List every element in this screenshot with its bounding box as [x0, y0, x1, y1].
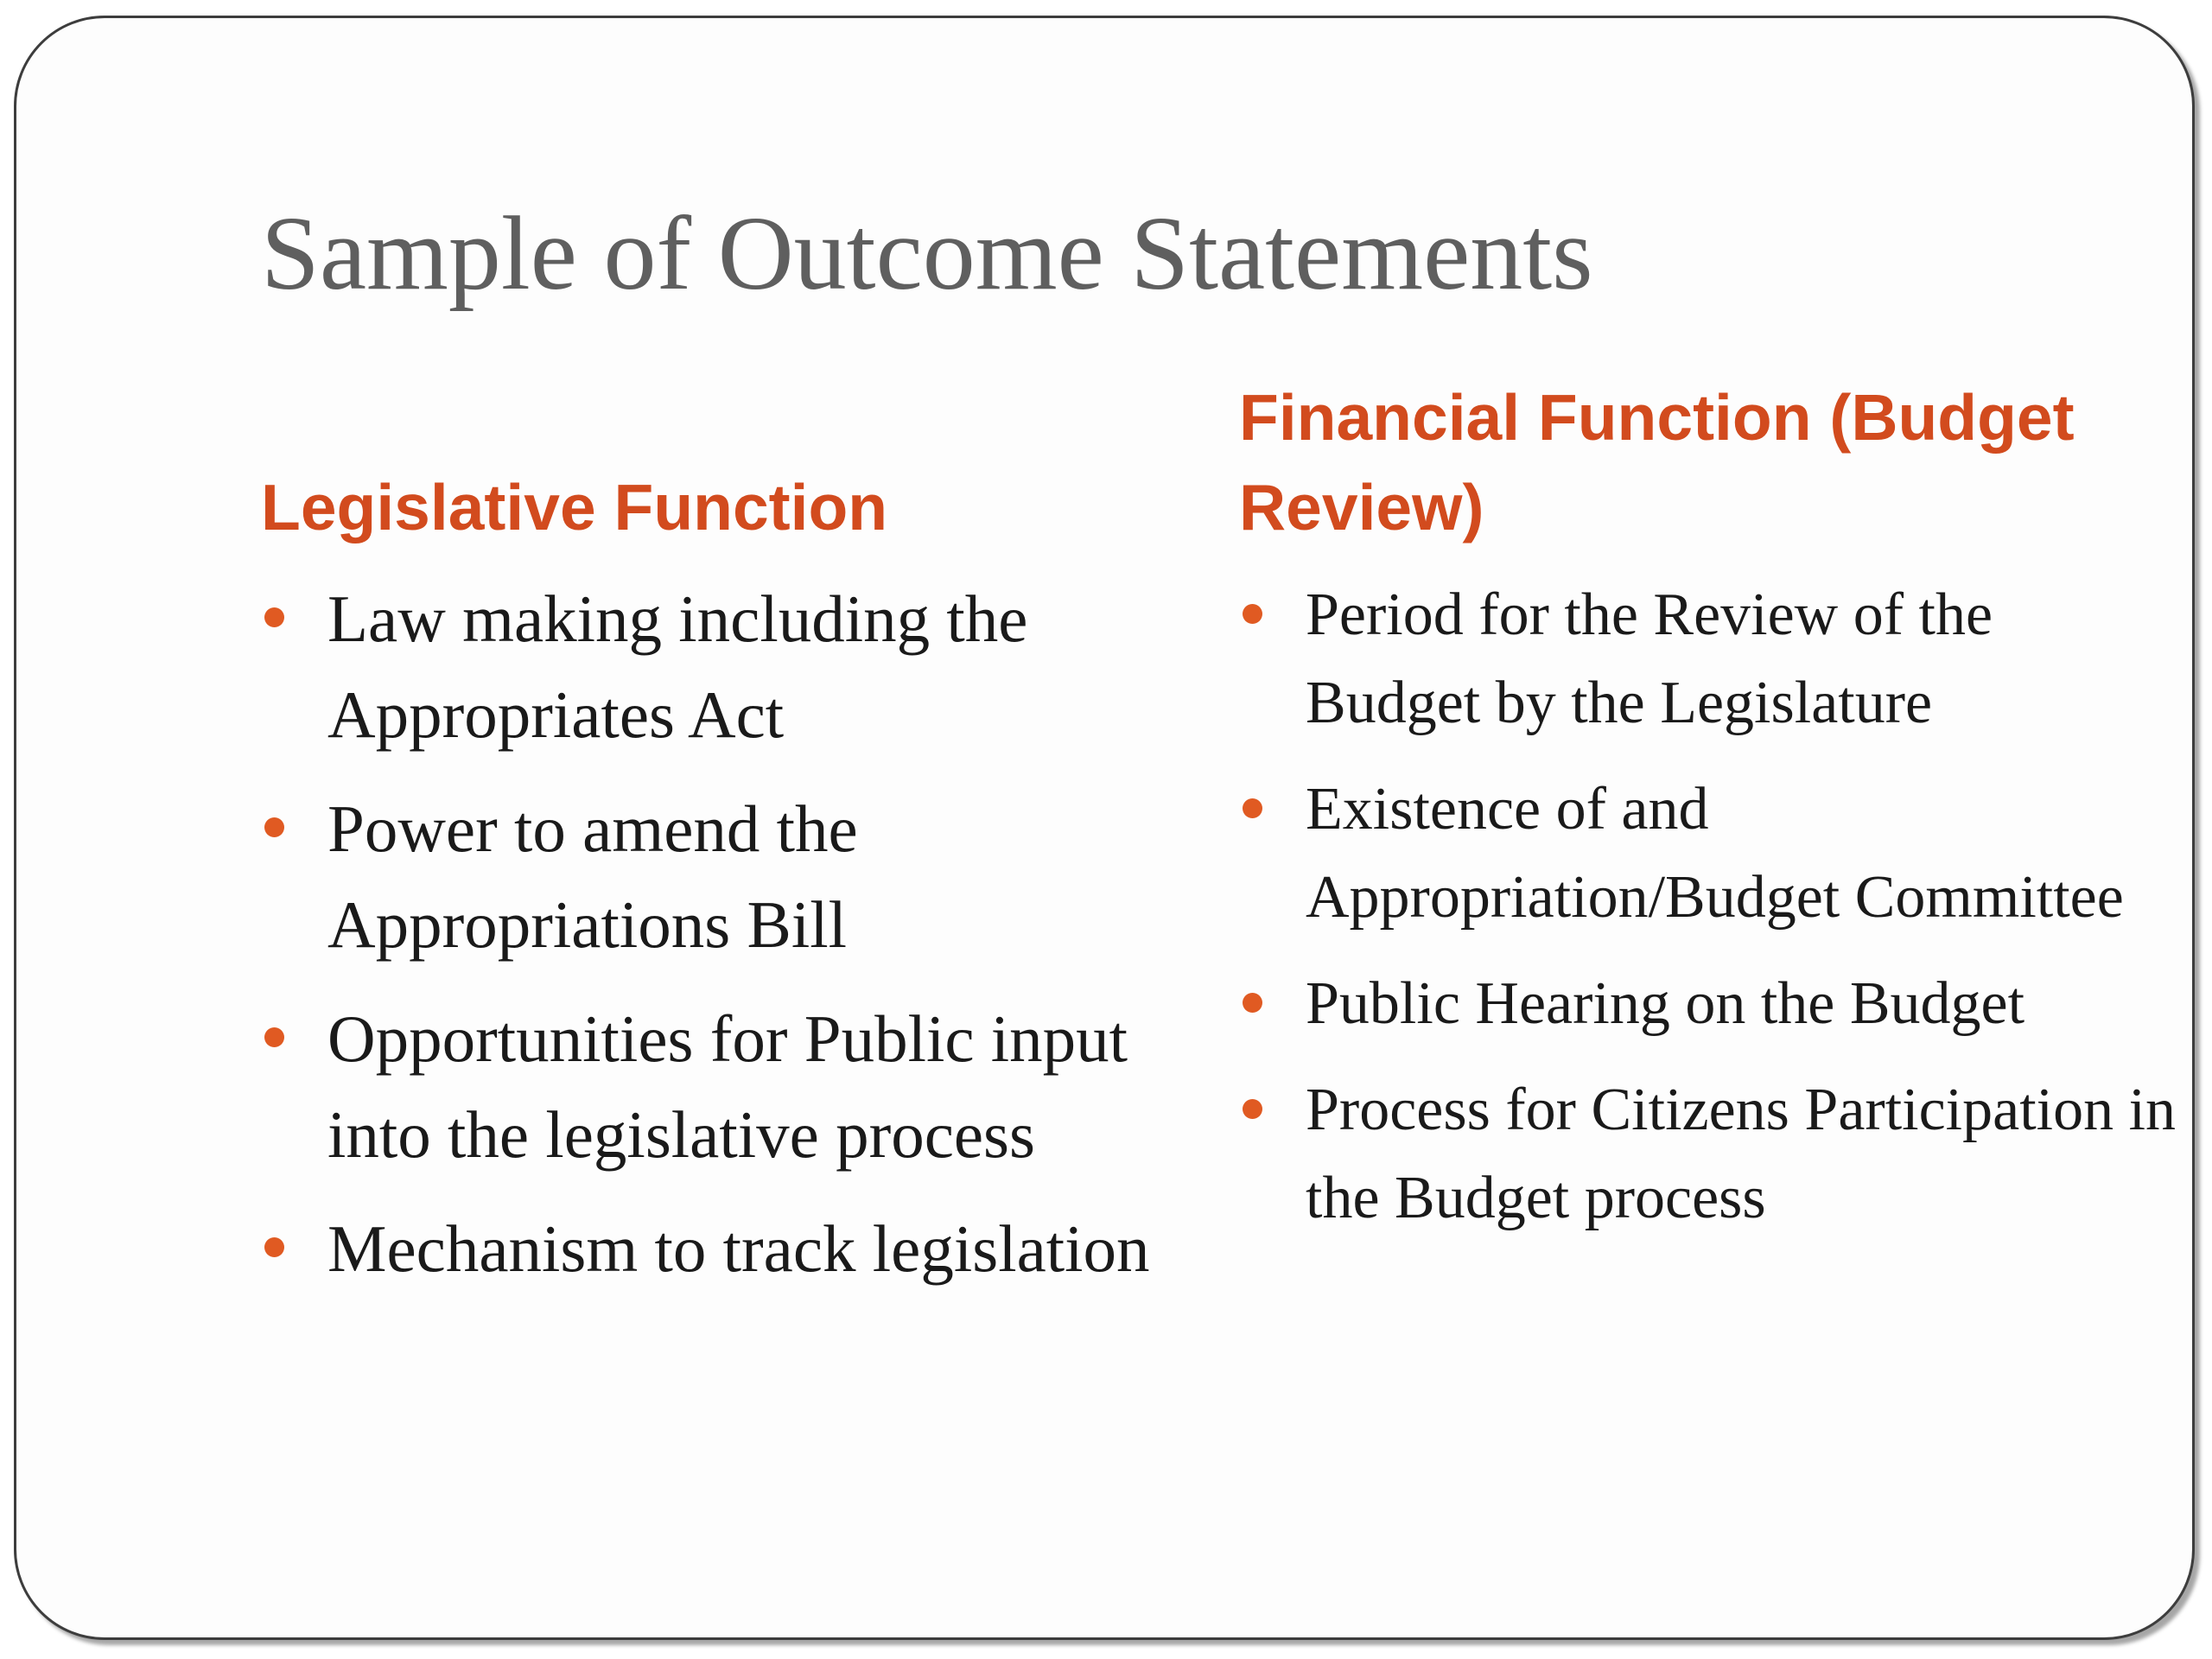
legislative-function-list	[261, 571, 1203, 1297]
list-item-text: Existence of and Appropriation/Budget Committee	[1306, 776, 2124, 931]
slide	[14, 16, 2195, 1640]
list-item	[261, 781, 1203, 973]
list-item	[261, 1201, 1203, 1297]
list-item-text: Period for the Review of the Budget by the Legislature	[1306, 582, 1993, 736]
list-item-text: Opportunities for Public input into the legislative process	[327, 1001, 1128, 1172]
bullet-icon	[264, 607, 284, 627]
slide-title: Sample of Outcome Statements	[261, 195, 1593, 312]
list-item	[1239, 960, 2181, 1048]
list-item-text: Process for Citizens Participation in the Budget process	[1306, 1077, 2177, 1231]
financial-function-heading: Financial Function (Budget Review)	[1239, 381, 2075, 543]
bullet-icon	[264, 1027, 284, 1047]
bullet-icon	[1243, 993, 1262, 1013]
list-item	[1239, 571, 2181, 747]
legislative-function-column	[261, 372, 1203, 1315]
bullet-icon	[1243, 798, 1262, 818]
list-item	[261, 991, 1203, 1183]
bullet-icon	[1243, 604, 1262, 624]
list-item-text: Mechanism to track legislation	[327, 1211, 1150, 1286]
list-item	[1239, 1066, 2181, 1243]
legislative-function-heading: Legislative Function	[261, 471, 888, 543]
list-item-text: Law making including the Appropriates Act	[327, 582, 1028, 752]
list-item-text: Power to amend the Appropriations Bill	[327, 791, 858, 962]
bullet-icon	[264, 817, 284, 837]
list-item	[261, 571, 1203, 763]
financial-function-list	[1239, 571, 2181, 1243]
list-item	[1239, 766, 2181, 942]
bullet-icon	[264, 1237, 284, 1257]
list-item-text: Public Hearing on the Budget	[1306, 970, 2025, 1037]
financial-function-column	[1239, 372, 2181, 1261]
bullet-icon	[1243, 1099, 1262, 1119]
